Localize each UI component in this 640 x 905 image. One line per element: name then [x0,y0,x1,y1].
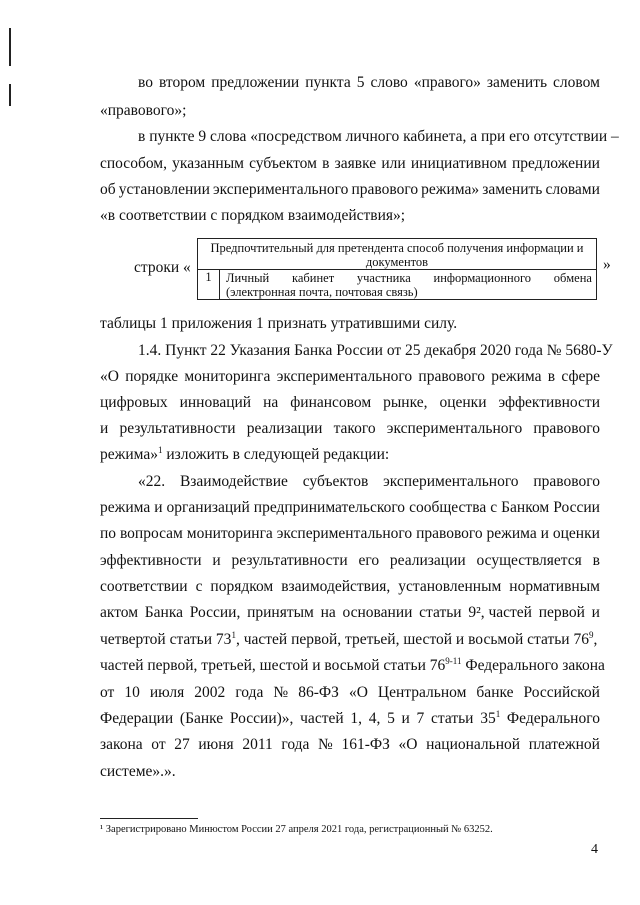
word: результативности [119,420,236,437]
footnote: ¹ Зарегистрировано Минюстом России 27 апреля 2021 года, регистрационный № 63252. [100,824,493,835]
word: инициативном [410,155,507,172]
superscript: 1 [231,629,236,640]
word: 10 [124,684,140,701]
word: указанным [172,155,244,172]
word: в [547,368,556,385]
word: его [358,552,380,569]
text-fragment: , частей первой, третьей, шестой и восьмой статьи 76 [235,631,589,648]
word: 5 [387,710,395,727]
word: от [151,736,166,753]
word: рынке, [383,394,428,411]
word: на [263,394,279,411]
text-line: в пункте 9 слова «посредством личного кабинета, а при его отсутствии – [138,128,619,145]
superscript: 9 [588,629,594,640]
word: Взаимодействие [179,473,288,490]
word: принятым [247,604,314,621]
word: актом [100,604,139,621]
word: 9², частей [468,604,532,621]
word: Личный [226,271,270,285]
word: 86-ФЗ [298,684,339,701]
word: статьи [419,604,462,621]
text-line [100,154,600,174]
word: частей [300,710,344,727]
word: правового [533,420,600,437]
word: 2002 [194,684,226,701]
word: Федерации [100,710,174,727]
word: России)», [229,710,294,727]
word: мониторинга [184,368,271,385]
word: платежной [528,736,600,753]
word: национальной [426,736,521,753]
word: и [212,552,221,569]
word: «22. [138,473,166,490]
word: об [100,181,116,198]
word: (Банке [179,710,224,727]
word: 161-ФЗ [341,736,390,753]
word: по [100,525,117,542]
word: и [401,710,410,727]
word: словами [545,181,600,198]
text-line [100,393,600,413]
word: во [138,74,153,91]
word: реализации [389,552,466,569]
word: года [235,684,264,701]
text-line [100,419,600,439]
text-line [100,180,600,200]
word: 2011 [242,736,273,753]
word: года [281,736,310,753]
table-header: Предпочтительный для претендента способ получения информации и документов [198,239,596,270]
word: и [154,499,163,516]
word: Банка [144,604,184,621]
word: финансовом [290,394,372,411]
word: заменить [486,74,548,91]
word: режима [491,368,542,385]
word: режима [100,499,151,516]
word: Банком [501,499,550,516]
word: сфере [561,368,600,385]
word: сообщества [409,499,487,516]
word: режима [486,525,537,542]
word: цифровых [100,394,168,411]
word: правового [416,525,483,542]
text-line: системе».». [100,763,176,780]
word: вопросам [119,525,183,542]
word: организаций [166,499,250,516]
word: соответствии [100,578,188,595]
table-suffix: » [603,256,611,273]
word: Российской [523,684,600,701]
word: экспериментального [386,420,523,437]
word: 4, [368,710,381,727]
text-line: «правового»; [100,102,187,119]
text-line [100,603,600,623]
margin-mark-bottom [9,84,11,106]
text-line [100,735,600,755]
word: 1, [350,710,362,727]
word: субъектов [302,473,369,490]
word: заменить [482,181,543,198]
text-line [138,472,600,492]
word: установлении [118,181,210,198]
text-line [100,577,600,597]
word: или [381,155,406,172]
word: России [553,499,600,516]
table-cell-line [226,271,592,285]
word: в [592,552,600,569]
word: экспериментального [212,181,349,198]
text-fragment: режима» [100,446,158,463]
footnote-separator [100,818,198,819]
word: от [100,684,115,701]
word: эффективности [100,552,202,569]
word: словом [553,74,600,91]
word: заявке [334,155,377,172]
superscript: 1 [495,708,501,719]
text-line: 1.4. Пункт 22 Указания Банка России от 25 декабря 2020 года № 5680-У [138,342,613,359]
text-fragment: 35 [480,710,496,727]
word: первой [538,604,585,621]
superscript: 9-11 [445,655,462,666]
word: предложении [511,155,600,172]
word: с [195,578,203,595]
text-line [100,551,600,571]
word: на [320,604,336,621]
word: нормативным [509,578,600,595]
text-fragment: четвертой статьи 73 [100,631,232,648]
text-fragment [480,709,500,729]
document-table [197,238,597,300]
text-fragment: , [593,631,598,648]
table-cell-line: (электронная почта, почтовая связь) [226,285,418,299]
word: Центральном [377,684,467,701]
word: статьи [431,710,474,727]
word: России, [189,604,241,621]
word: такого [333,420,376,437]
margin-mark-top [9,28,11,66]
text-line [100,367,600,387]
table-row-number: 1 [198,270,220,300]
word: экспериментального [276,525,413,542]
word: способом, [100,155,167,172]
page-number: 4 [591,842,598,857]
word: оценки [439,394,487,411]
word: мониторинга [186,525,273,542]
word: и [540,525,549,542]
word: субъектом [249,155,317,172]
word: «О [100,368,119,385]
word: оценки [552,525,600,542]
word: правового [533,473,600,490]
text-line [100,630,597,650]
word: участника [356,271,411,285]
word: и [100,420,109,437]
word: пункта [305,74,351,91]
text-fragment: частей первой, третьей, шестой и восьмой статьи 76 [100,657,446,674]
word: экспериментального [276,368,413,385]
word: июля [149,684,185,701]
text-fragment: изложить в следующей редакции: [162,446,390,463]
word: результативности [231,552,348,569]
word: № [273,684,289,701]
text-line [100,524,600,544]
word: втором [158,74,206,91]
table-prefix: строки « [134,259,191,276]
word: банке [476,684,514,701]
text-line [100,683,600,703]
text-line [100,709,600,729]
word: предложении [211,74,300,91]
word: 27 [174,736,190,753]
word: экспериментального [383,473,519,490]
word: порядке [125,368,179,385]
word: обмена [553,271,592,285]
word: реализации [246,420,323,437]
word: инноваций [179,394,252,411]
text-line: таблицы 1 приложения 1 признать утратившими силу. [100,315,458,332]
word: основании [342,604,413,621]
word: предпринимательского [253,499,406,516]
word: «О [348,684,368,701]
text-line [100,445,389,465]
word: 5 [356,74,365,91]
word: правового [418,368,485,385]
text-line: «в соответствии с порядком взаимодействия»; [100,207,406,224]
word: порядком [210,578,274,595]
table-row [226,271,592,299]
text-fragment: Федерального [506,710,600,727]
word: «правого» [413,74,481,91]
word: эффективности [498,394,600,411]
word: № [318,736,333,753]
text-line [100,656,605,676]
word: в [322,155,330,172]
word: правового [351,181,419,198]
word: закона [100,736,143,753]
word: «О [398,736,418,753]
word: слово [370,74,408,91]
word: кабинет [291,271,335,285]
text-line [100,498,600,518]
footnote-ref: 1 [157,444,163,455]
text-line [138,73,600,93]
word: и [591,604,600,621]
word: 7 [416,710,425,727]
text-fragment: Федерального закона [461,657,605,674]
word: осуществляется [476,552,582,569]
word: информационного [433,271,532,285]
word: режима» [421,181,480,198]
word: июня [198,736,234,753]
word: с [490,499,498,516]
word: взаимодействия, [281,578,391,595]
word: установленным [398,578,502,595]
